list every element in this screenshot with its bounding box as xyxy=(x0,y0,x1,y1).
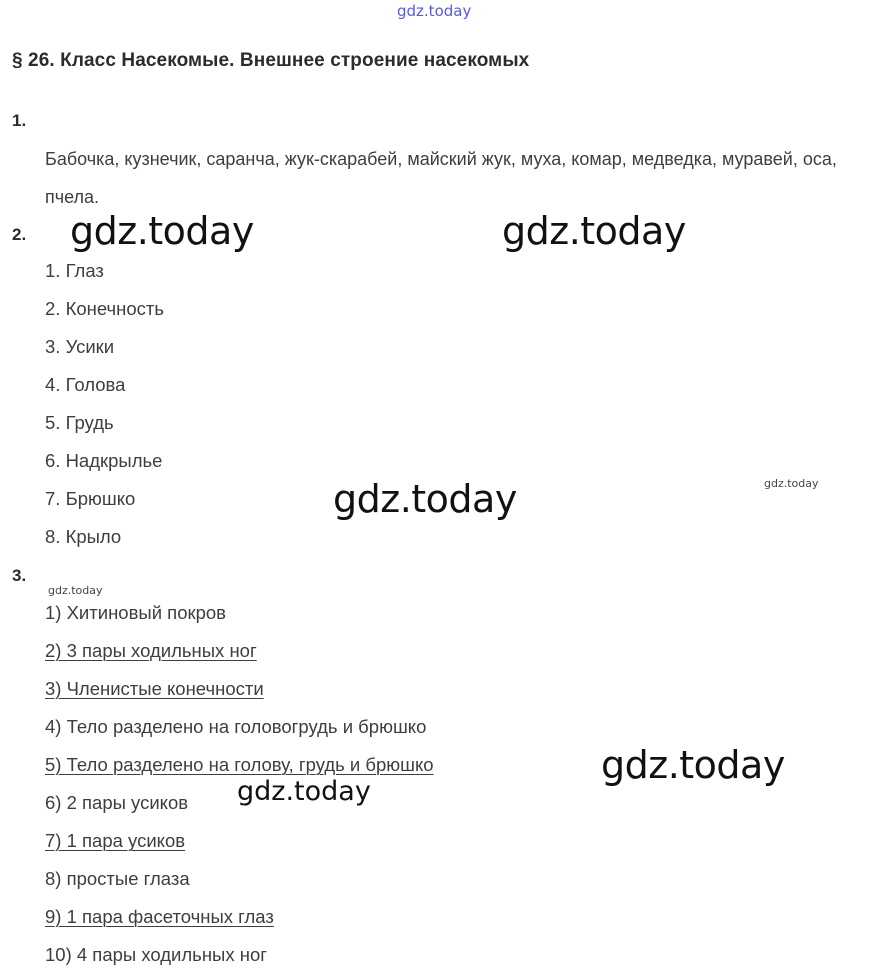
list-item: 4. Голова xyxy=(45,374,126,395)
list-item: 10) 4 пары ходильных ног xyxy=(45,944,267,965)
list-item-underlined: 5) Тело разделено на голову, грудь и брюшко xyxy=(45,754,434,775)
list-item-underlined: 7) 1 пара усиков xyxy=(45,830,186,851)
question-number: 2. xyxy=(12,225,27,244)
watermark-large: gdz.today xyxy=(70,209,254,253)
watermark-large: gdz.today xyxy=(601,743,785,787)
section-heading: § 26. Класс Насекомые. Внешнее строение насекомых xyxy=(12,50,530,71)
watermark-top: gdz.today xyxy=(397,2,472,20)
list-item: 4) Тело разделено на головогрудь и брюшко xyxy=(45,716,427,737)
list-item: 7. Брюшко xyxy=(45,488,136,509)
list-item-underlined: 9) 1 пара фасеточных глаз xyxy=(45,906,274,927)
list-item: 2. Конечность xyxy=(45,298,165,319)
list-item-underlined: 3) Членистые конечности xyxy=(45,678,264,699)
answer-text: Бабочка, кузнечик, саранча, жук-скарабей, майский жук, муха, комар, медведка, муравей, оса, пчела. xyxy=(45,149,837,207)
list-item: 8. Крыло xyxy=(45,526,122,547)
list-item: 8) простые глаза xyxy=(45,868,190,889)
question-number: 1. xyxy=(12,111,27,130)
watermark-medium: gdz.today xyxy=(237,776,371,807)
list-item: 1. Глаз xyxy=(45,260,104,281)
list-item: 6. Надкрылье xyxy=(45,450,163,471)
watermark-small: gdz.today xyxy=(764,477,819,490)
question-number: 3. xyxy=(12,566,27,585)
list-item: 5. Грудь xyxy=(45,412,114,433)
list-item-underlined: 2) 3 пары ходильных ног xyxy=(45,640,257,661)
watermark-large: gdz.today xyxy=(502,209,686,253)
list-item: 1) Хитиновый покров xyxy=(45,602,226,623)
list-item: 3. Усики xyxy=(45,336,115,357)
watermark-small: gdz.today xyxy=(48,584,103,597)
list-item: 6) 2 пары усиков xyxy=(45,792,189,813)
watermark-large: gdz.today xyxy=(333,477,517,521)
